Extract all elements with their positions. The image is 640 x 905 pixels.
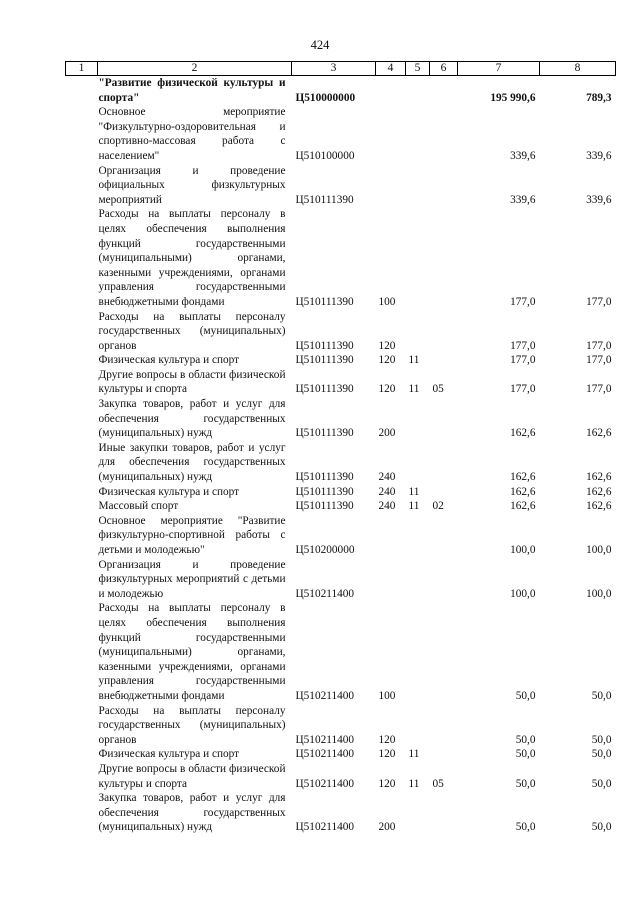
row-number-cell [66,704,98,748]
target-article-code: Ц510111390 [295,383,354,396]
expense-type-code: 120 [378,777,396,790]
row-number-cell [66,441,98,485]
header-cell-8: 8 [540,62,616,76]
subsection-code [430,207,458,309]
subsection-code [430,441,458,485]
section-code [406,76,430,106]
table-row [66,368,616,397]
expense-type-code: 240 [378,471,396,484]
item-name: Закупка товаров, работ и услуг для обеспечения государственных (муниципальных) нужд [98,792,286,834]
target-article-code: Ц510111390 [295,354,354,367]
subsection-code [430,601,458,703]
amount-col7: 100,0 [510,544,536,556]
amount-col8: 162,6 [586,485,612,498]
subsection-code [430,397,458,441]
table-row [66,164,616,208]
expense-type-code: 120 [378,748,396,761]
amount-col8: 50,0 [591,777,612,790]
table-row [66,514,616,558]
amount-col7: 100,0 [510,587,536,600]
table-row [66,762,616,791]
subsection-code: 05 [432,383,444,396]
expense-type-code: 100 [378,689,396,702]
amount-col7: 339,6 [510,149,536,162]
table-row [66,601,616,703]
amount-col8: 789,3 [586,91,612,104]
target-article-code: Ц510211400 [295,733,355,746]
table-row [66,441,616,485]
amount-col7: 339,6 [510,193,536,206]
amount-col7: 50,0 [515,777,536,790]
section-code [406,514,430,558]
target-article-code: Ц510211400 [295,587,355,600]
item-name: Расходы на выплаты персоналу государственных (муниципальных) органов [98,310,286,352]
amount-col7: 177,0 [510,383,536,396]
row-number-cell [66,499,98,514]
expense-type-code [376,105,406,163]
table-row [66,76,616,106]
table-row [66,105,616,163]
row-number-cell [66,485,98,500]
amount-col7: 50,0 [515,689,536,702]
expense-type-code: 240 [378,485,396,498]
section-code [406,441,430,485]
expense-type-code: 120 [378,733,396,746]
row-number-cell [66,601,98,703]
item-name: Основное мероприятие "Физкультурно-оздоровительная и спортивно-массовая работа с населением" [98,106,286,162]
section-code [406,397,430,441]
amount-col7: 177,0 [510,354,536,367]
amount-col8: 177,0 [586,383,612,396]
amount-col7: 162,6 [510,485,536,498]
target-article-code: Ц510200000 [295,544,355,556]
table-body [66,76,616,835]
target-article-code: Ц510111390 [295,471,354,484]
item-name: Организация и проведение официальных физкультурных мероприятий [98,164,286,206]
section-code [406,207,430,309]
amount-col8: 50,0 [591,689,612,702]
target-article-code: Ц510000000 [295,91,356,104]
item-name: Расходы на выплаты персоналу в целях обеспечения выполнения функций государственными (муниципальными) органами, казенными учреждениями, органами управления государственными внебюджетными фондами [98,208,286,308]
subsection-code [430,76,458,106]
table-row [66,747,616,762]
amount-col7: 177,0 [510,295,536,308]
subsection-code [430,791,458,835]
section-code: 11 [408,383,420,396]
target-article-code: Ц510111390 [295,193,354,206]
header-cell-3: 3 [292,62,376,76]
amount-col8: 339,6 [586,193,612,206]
subsection-code: 02 [432,500,444,513]
item-name: Физическая культура и спорт [98,748,240,761]
amount-col7: 162,6 [510,500,536,513]
amount-col8: 177,0 [586,339,612,352]
expense-type-code: 120 [378,339,396,352]
expense-type-code: 200 [378,427,396,440]
table-row [66,704,616,748]
section-code [406,704,430,748]
subsection-code [430,310,458,354]
subsection-code [430,704,458,748]
target-article-code: Ц510100000 [295,149,355,162]
expense-type-code [376,76,406,106]
subsection-code [430,105,458,163]
amount-col7: 50,0 [515,821,536,834]
amount-col7: 162,6 [510,427,536,440]
amount-col8: 162,6 [586,471,612,484]
item-name: Другие вопросы в области физической культуры и спорта [98,368,286,396]
table-row [66,791,616,835]
amount-col7: 177,0 [510,339,536,352]
item-name: "Развитие физической культуры и спорта" [98,77,286,104]
amount-col8: 50,0 [591,748,612,761]
row-number-cell [66,207,98,309]
item-name: Расходы на выплаты персоналу государственных (муниципальных) органов [98,704,286,746]
target-article-code: Ц510111390 [295,485,354,498]
row-number-cell [66,368,98,397]
target-article-code: Ц510111390 [295,427,354,440]
item-name: Основное мероприятие "Развитие физкультурно-спортивной работы с детьми и молодежью" [98,514,286,556]
row-number-cell [66,762,98,791]
row-number-cell [66,747,98,762]
amount-col8: 177,0 [586,354,612,367]
header-cell-2: 2 [98,62,292,76]
header-cell-6: 6 [430,62,458,76]
target-article-code: Ц510111390 [295,500,354,513]
amount-col8: 162,6 [586,427,612,440]
target-article-code: Ц510111390 [295,339,354,352]
expense-type-code: 120 [378,354,396,367]
row-number-cell [66,164,98,208]
item-name: Расходы на выплаты персоналу в целях обеспечения выполнения функций государственными (муниципальными) органами, казенными учреждениями, органами управления государственными внебюджетными фондами [98,602,286,702]
subsection-code [430,558,458,602]
subsection-code: 05 [432,777,444,790]
row-number-cell [66,558,98,602]
section-code: 11 [408,777,420,790]
expense-type-code: 200 [378,821,396,834]
table-row [66,558,616,602]
row-number-cell [66,76,98,106]
amount-col7: 195 990,6 [490,91,536,104]
row-number-cell [66,105,98,163]
amount-col7: 50,0 [515,733,536,746]
subsection-code [430,514,458,558]
amount-col8: 162,6 [586,500,612,513]
row-number-cell [66,791,98,835]
expense-type-code [376,558,406,602]
table-row [66,310,616,354]
section-code [406,558,430,602]
item-name: Организация и проведение физкультурных мероприятий с детьми и молодежью [98,558,286,600]
row-number-cell [66,310,98,354]
amount-col8: 100,0 [586,544,612,556]
section-code: 11 [408,748,420,761]
section-code [406,791,430,835]
section-code [406,601,430,703]
item-name: Иные закупки товаров, работ и услуг для обеспечения государственных (муниципальных) нужд [98,441,286,484]
header-row [66,62,616,76]
budget-table [65,61,616,835]
amount-col7: 162,6 [510,471,536,484]
table-row [66,499,616,514]
expense-type-code: 100 [378,295,396,308]
header-cell-5: 5 [406,62,430,76]
table-row [66,397,616,441]
subsection-code [430,747,458,762]
expense-type-code [376,514,406,558]
subsection-code [430,164,458,208]
target-article-code: Ц510211400 [295,748,355,761]
section-code: 11 [408,354,420,367]
row-number-cell [66,514,98,558]
amount-col8: 50,0 [591,821,612,834]
item-name: Другие вопросы в области физической культуры и спорта [98,762,286,790]
row-number-cell [66,397,98,441]
header-cell-1: 1 [66,62,98,76]
section-code: 11 [408,485,420,498]
target-article-code: Ц510211400 [295,777,355,790]
page-number: 424 [310,38,330,52]
expense-type-code: 120 [378,383,396,396]
table-row [66,207,616,309]
subsection-code [430,353,458,368]
expense-type-code [376,164,406,208]
header-cell-7: 7 [458,62,540,76]
section-code: 11 [408,500,420,513]
item-name: Закупка товаров, работ и услуг для обеспечения государственных (муниципальных) нужд [98,398,286,440]
amount-col8: 50,0 [591,733,612,746]
table-row [66,485,616,500]
amount-col8: 100,0 [586,587,612,600]
table-row [66,353,616,368]
section-code [406,164,430,208]
header-cell-4: 4 [376,62,406,76]
target-article-code: Ц510211400 [295,821,355,834]
subsection-code [430,485,458,500]
amount-col7: 50,0 [515,748,536,761]
target-article-code: Ц510111390 [295,295,354,308]
expense-type-code: 240 [378,500,396,513]
item-name: Физическая культура и спорт [98,354,240,367]
section-code [406,105,430,163]
row-number-cell [66,353,98,368]
item-name: Массовый спорт [98,500,179,513]
amount-col8: 339,6 [586,149,612,162]
target-article-code: Ц510211400 [295,689,355,702]
item-name: Физическая культура и спорт [98,485,240,498]
section-code [406,310,430,354]
table-header [66,62,616,76]
amount-col8: 177,0 [586,295,612,308]
